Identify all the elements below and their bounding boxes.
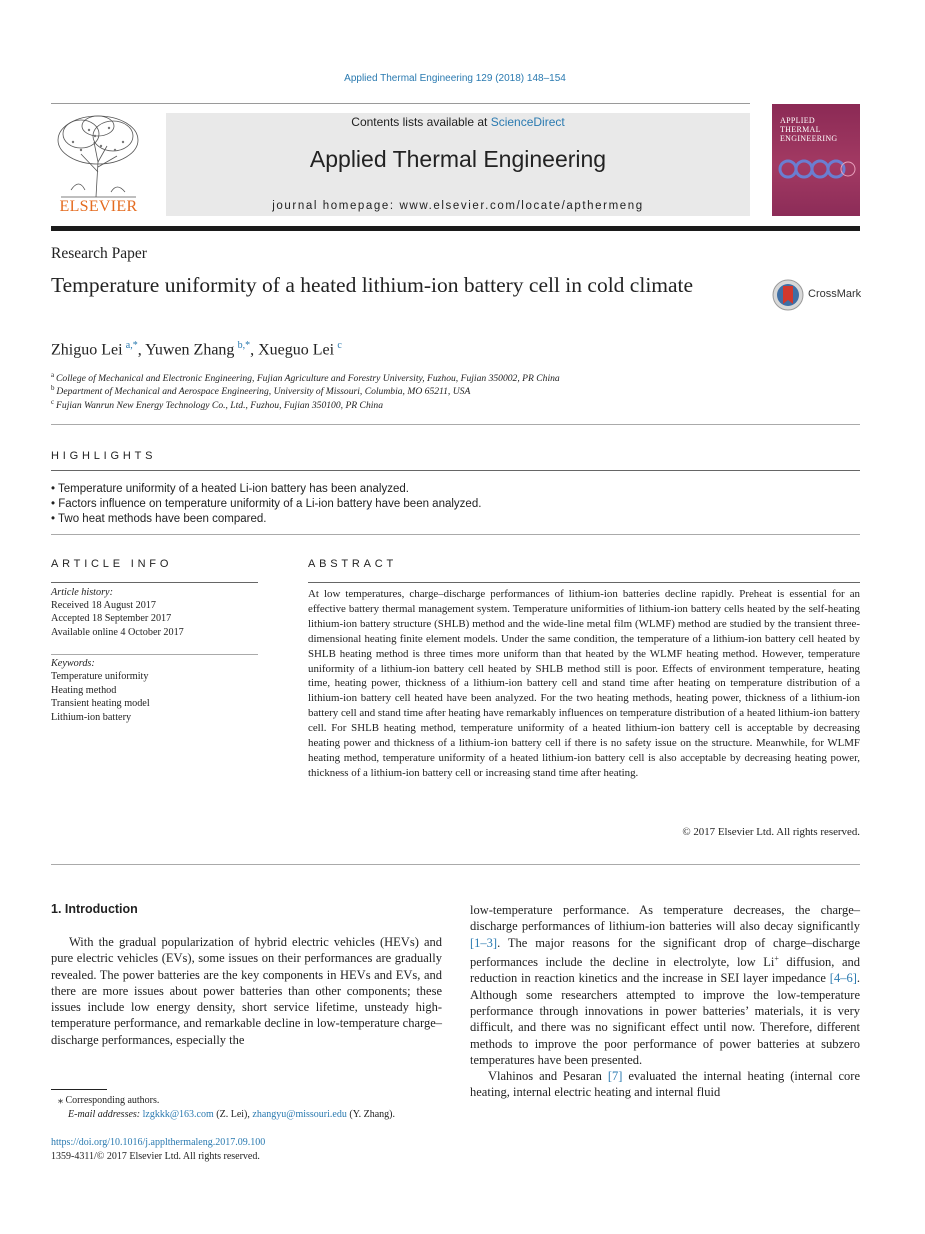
journal-homepage[interactable]: journal homepage: www.elsevier.com/locate/apthermeng	[272, 200, 644, 212]
online-date: Available online 4 October 2017	[51, 627, 184, 638]
divider	[51, 424, 860, 425]
keyword: Lithium-ion battery	[51, 712, 132, 723]
footnote-rule	[51, 1089, 107, 1090]
cover-rings-icon	[776, 156, 856, 182]
article-type: Research Paper	[51, 245, 147, 262]
keyword: Temperature uniformity	[51, 671, 149, 682]
highlight-item: • Two heat methods have been compared.	[51, 513, 267, 525]
intro-paragraph: With the gradual popularization of hybrid electric vehicles (HEVs) and pure electric vehicles (EVs), some issues on their performances are gradually revealed. The power batteries are the key components in HEVs and EVs, and there are more issues about power batteries than other components; these issues include low energy density, short service lifetime, unsteady high-temperature performance, and remarkable decline in low-temperature charge–discharge performances, especially the	[51, 935, 442, 1047]
corresponding-author-note: ⁎ Corresponding authors.	[58, 1095, 160, 1106]
crossmark-icon	[772, 279, 804, 311]
cover-title: APPLIED THERMAL ENGINEERING	[780, 116, 838, 143]
intro-paragraph: low-temperature performance. As temperature decreases, the charge–discharge performances of lithium-ion batteries will also decay significantly [1–3]. The major reasons for the significant drop of charge–discharge performances include the decline in electrolyte, low Li+ diffusion, and reduction in reaction kinetics and the increase in SEI layer impedance [4–6]. Although some researchers attempted to improve the low-temperature performance through innovations in power batteries’ materials, it is very difficult, and there was no significant effect until now. Therefore, different methods to improve the poor performance of power batteries at subzero temperatures have been presented.	[470, 903, 861, 1067]
author-affiliation-mark[interactable]: c	[337, 340, 342, 351]
elsevier-wordmark: ELSEVIER	[59, 198, 138, 215]
author-list: Zhiguo Lei $^{a,*}$, Yuwen Zhang $^{b,*}$, Xueguo Lei $^c$	[51, 340, 342, 359]
journal-reference[interactable]: Applied Thermal Engineering 129 (2018) 148–154	[344, 73, 566, 84]
issn-copyright: 1359-4311/© 2017 Elsevier Ltd. All rights reserved.	[51, 1151, 260, 1162]
affiliation: $^a$ College of Mechanical and Electronic Engineering, Fujian Agriculture and Forestry University, Fuzhou, Fujian 350002, PR China	[51, 371, 560, 385]
author-name[interactable]: Zhiguo Lei	[51, 341, 123, 359]
intro-paragraph: Vlahinos and Pesaran [7] evaluated the internal heating (internal core heating, internal electric heating and internal fluid	[470, 1069, 860, 1100]
affiliation: $^c$ Fujian Wanrun New Energy Technology Co., Ltd., Fuzhou, Fujian 350100, PR China	[51, 398, 384, 412]
email-link[interactable]: lzgkkk@163.com	[142, 1109, 214, 1120]
divider	[51, 470, 860, 471]
highlight-item: • Temperature uniformity of a heated Li-ion battery has been analyzed.	[51, 483, 409, 495]
citation-link[interactable]: [1–3]	[470, 935, 498, 950]
journal-cover[interactable]	[772, 104, 860, 216]
keywords-label: Keywords:	[51, 658, 95, 669]
abstract-text: At low temperatures, charge–discharge performances of lithium-ion batteries decline rapidly. Preheat is essential for an effective battery thermal management system. Temperature uniformities of lithium-ion battery cells heated by the self-heating lithium-ion battery structure (SHLB) method and the wide-line metal film (WLMF) method are studied by the transient three-dimensional heating finite element models. Under the same condition, the temperature of a lithium-ion battery cell heated by SHLB heating method is three times more uniform than that heated by the WLMF heating method. However, temperature uniformity of a lithium-ion battery cell heated by SHLB method still is poor. Effects of environment temperature, heating time, heating power, thickness of a lithium-ion battery cell and stand time after heating on temperature distribution of a lithium-ion battery cell heated have been analyzed. For the two heating methods, heating power, thickness of a lithium-ion battery cell and stand time after heating have remarkably influences on temperature distribution of a heated lithium-ion battery cell. For SHLB heating method, temperature uniformity of a heated lithium-ion battery cell is acceptable by decreasing heating power and thickness of a lithium-ion battery cell if there is no safety issue on the structure. Meanwhile, for WLMF heating method, temperature uniformity of a heated lithium-ion battery cell is also acceptable by decreasing heating power, thickness of a lithium-ion battery cell or increasing stand time after heating.	[308, 588, 860, 779]
highlight-item: • Factors influence on temperature uniformity of a Li-ion battery have been analyzed.	[51, 498, 482, 510]
received-date: Received 18 August 2017	[51, 600, 156, 611]
contents-line: Contents lists available at ScienceDirect	[351, 115, 565, 129]
divider	[51, 534, 860, 535]
author-affiliation-mark[interactable]: a,*	[125, 340, 138, 351]
journal-masthead	[166, 113, 750, 216]
crossmark-badge[interactable]	[772, 279, 862, 313]
journal-title: Applied Thermal Engineering	[309, 146, 607, 172]
elsevier-tree-icon	[51, 112, 146, 200]
affiliation: $^b$ Department of Mechanical and Aerospace Engineering, University of Missouri, Columbia, MO 65211, USA	[51, 384, 471, 398]
author-affiliation-mark[interactable]: b,*	[237, 340, 251, 351]
email-link[interactable]: zhangyu@missouri.edu	[252, 1109, 347, 1120]
divider	[51, 654, 258, 655]
abstract-copyright: © 2017 Elsevier Ltd. All rights reserved.	[682, 826, 860, 838]
header-thick-rule	[51, 226, 860, 231]
keyword: Heating method	[51, 685, 117, 696]
header-rule	[51, 103, 750, 104]
elsevier-logo[interactable]	[51, 112, 146, 216]
accepted-date: Accepted 18 September 2017	[51, 613, 172, 624]
doi-link[interactable]: https://doi.org/10.1016/j.applthermaleng.2017.09.100	[51, 1137, 266, 1148]
author-name[interactable]: Yuwen Zhang	[145, 341, 235, 359]
article-history-label: Article history:	[51, 587, 113, 598]
author-name[interactable]: Xueguo Lei	[258, 341, 335, 359]
citation-link[interactable]: [4–6]	[829, 971, 857, 986]
section-heading: 1. Introduction	[51, 902, 138, 916]
divider	[308, 582, 860, 583]
keyword: Transient heating model	[51, 698, 150, 709]
divider	[51, 582, 258, 583]
crossmark-label: CrossMark	[808, 288, 862, 300]
sciencedirect-link[interactable]: ScienceDirect	[490, 115, 565, 129]
highlights-heading: HIGHLIGHTS	[51, 450, 157, 462]
intro-column-right	[470, 902, 860, 1101]
citation-link[interactable]: [7]	[607, 1069, 623, 1084]
email-footnote: E-mail addresses: lzgkkk@163.com (Z. Lei), zhangyu@missouri.edu (Y. Zhang).	[68, 1109, 395, 1120]
divider	[51, 864, 860, 865]
article-title: Temperature uniformity of a heated lithium-ion battery cell in cold climate	[51, 273, 694, 297]
article-info-heading: ARTICLE INFO	[51, 558, 173, 570]
abstract-heading: ABSTRACT	[308, 558, 398, 570]
